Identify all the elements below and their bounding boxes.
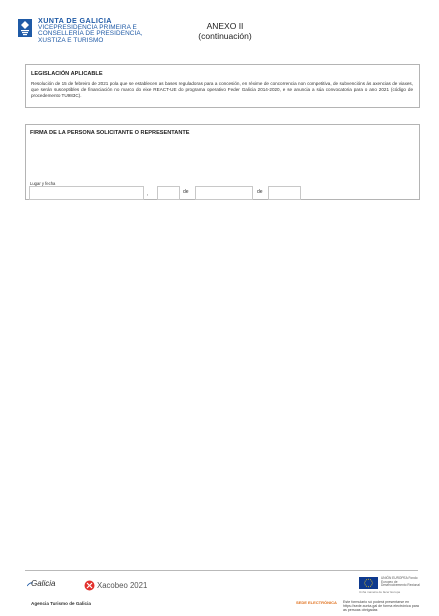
de-separator: de (257, 189, 263, 195)
org-line: XUSTIZA E TURISMO (38, 36, 104, 44)
year-field[interactable] (268, 186, 301, 200)
legislation-section (25, 64, 420, 108)
place-field[interactable] (29, 186, 144, 200)
eu-flag-icon (359, 577, 378, 589)
legislation-text: Resolución de 15 de febreiro de 2021 pola que se establecen as bases reguladoras para a concesión, en réxime de concorrencia non competitiva, de subvencións ás axencias de viaxes, que serán susceptibles de financiación no marco do eixe REACT-UE do programa operativo Feder Galicia 2014-2020, e se anuncia a súa convocatoria para o ano 2021 (código de procedemento TU983C). (31, 81, 413, 99)
organization-name (38, 18, 143, 44)
sede-electronica-badge: SEDE ELECTRÓNICA (296, 600, 337, 605)
legislation-title: LEGISLACIÓN APLICABLE (31, 71, 103, 77)
signature-title: FIRMA DE LA PERSONA SOLICITANTE O REPRESENTANTE (30, 130, 190, 136)
comma-separator: , (147, 191, 149, 197)
signature-section (25, 124, 420, 200)
eu-motto: Unha maneira de facer Europa (359, 590, 401, 594)
month-field[interactable] (195, 186, 253, 200)
day-field[interactable] (157, 186, 180, 200)
annex-subtitle: (continuación) (198, 30, 252, 41)
xunta-logo-icon (18, 19, 32, 37)
galicia-logo: Galicia (31, 579, 56, 588)
org-line: VICEPRESIDENCIA PRIMEIRA E (38, 23, 137, 31)
sede-note: Este formulario só poderá presentarse en https://sede.xunta.gal de forma electrónica para as persoas obrigadas (343, 600, 419, 612)
xacobeo-icon (84, 580, 95, 591)
place-date-label: Lugar y fecha (30, 181, 56, 186)
annex-title: ANEXO II (206, 21, 244, 31)
xacobeo-logo: Xacobeo 2021 (97, 581, 148, 590)
agency-name: Agencia Turismo de Galicia (31, 601, 91, 606)
eu-label: UNIÓN EUROPEA Fondo Europeo de Desenvolvemento Rexional (381, 576, 420, 588)
de-separator: de (183, 189, 189, 195)
org-line: CONSELLERÍA DE PRESIDENCIA, (38, 30, 143, 38)
annex-heading (180, 22, 270, 41)
org-main: XUNTA DE GALICIA (38, 16, 112, 25)
footer-divider (25, 570, 418, 571)
